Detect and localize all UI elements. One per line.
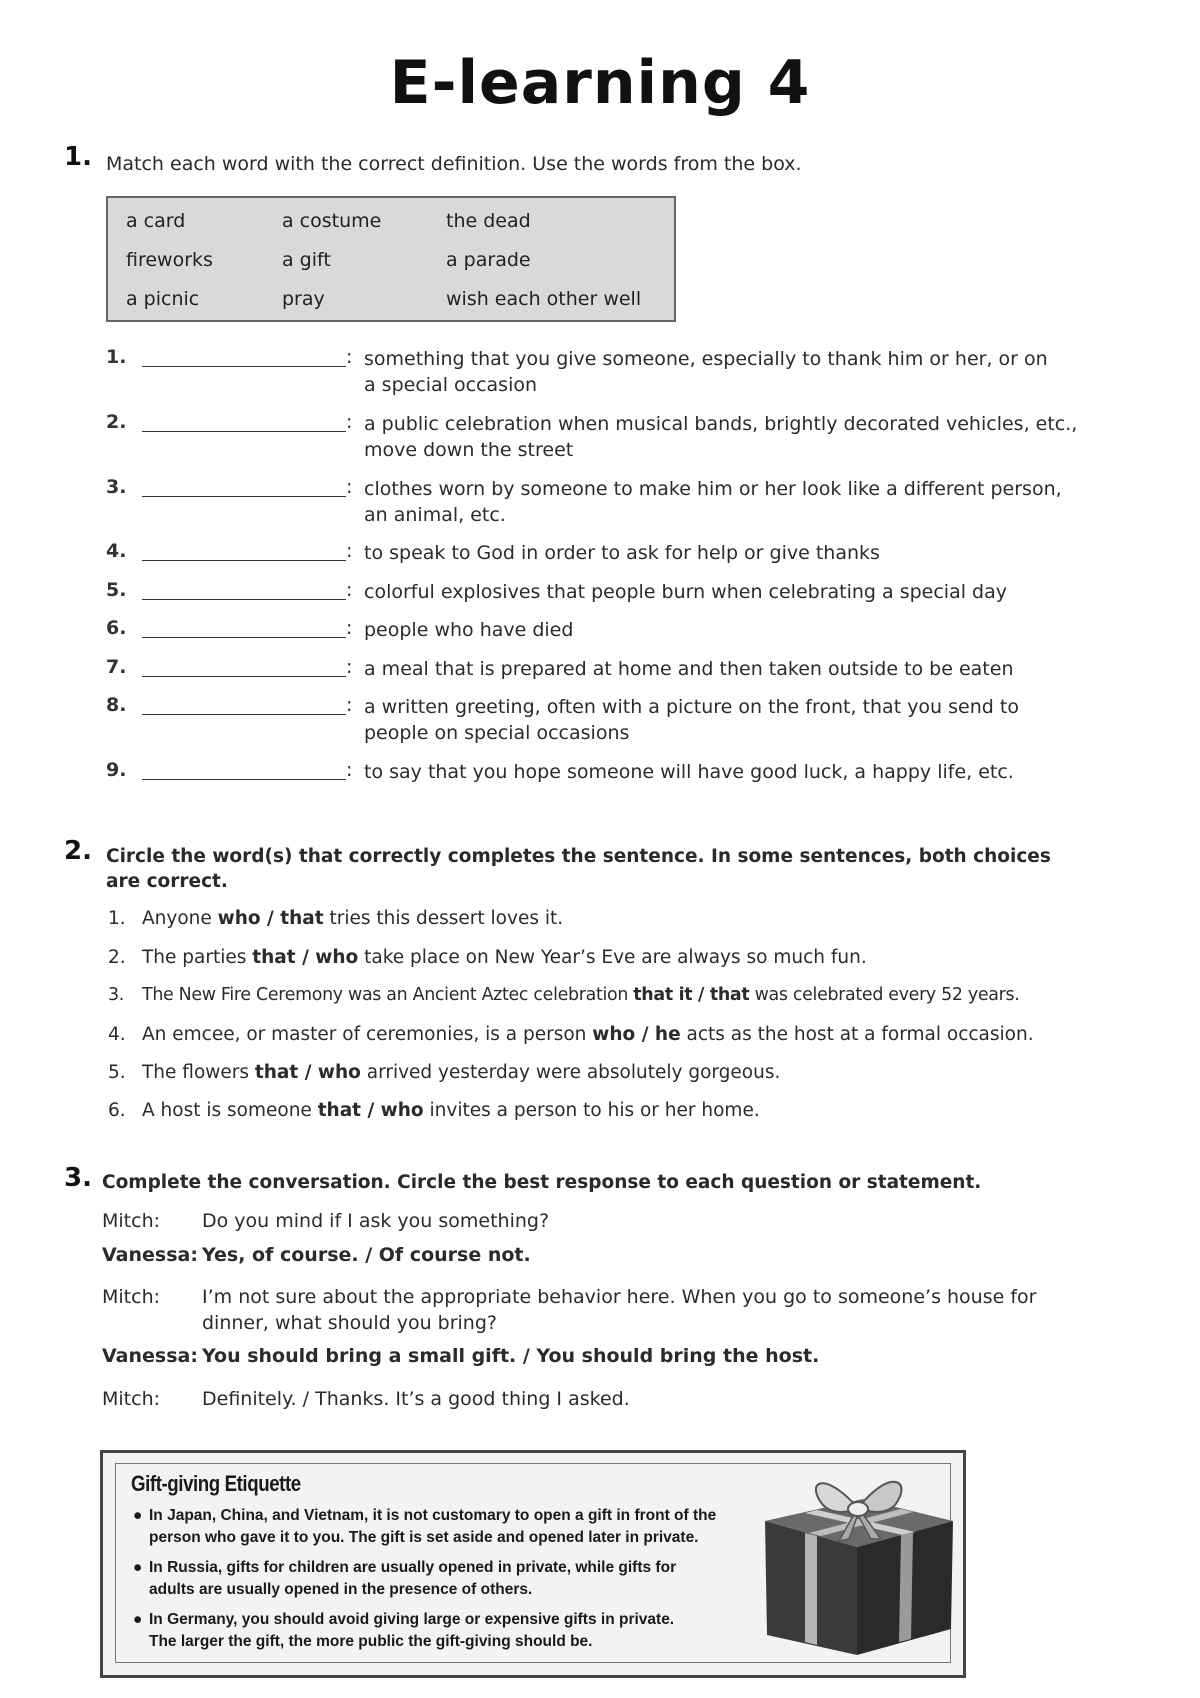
definition-number: 1. bbox=[106, 346, 127, 368]
speaker-name: Vanessa: bbox=[102, 1345, 198, 1367]
definition-number: 2. bbox=[106, 411, 127, 433]
bullet-icon: ● bbox=[133, 1507, 143, 1524]
answer-blank[interactable] bbox=[142, 560, 346, 561]
answer-blank[interactable] bbox=[142, 779, 346, 780]
answer-blank[interactable] bbox=[142, 496, 346, 497]
speaker-name: Mitch: bbox=[102, 1286, 161, 1308]
answer-blank[interactable] bbox=[142, 431, 346, 432]
sentence-row: 5. The flowers that / who arrived yesterday were absolutely gorgeous. bbox=[108, 1062, 781, 1083]
definition-text: move down the street bbox=[364, 439, 574, 461]
exercise-2-number: 2. bbox=[64, 836, 92, 866]
choice-option[interactable]: that / who bbox=[252, 947, 359, 968]
etiquette-title: Gift-giving Etiquette bbox=[131, 1471, 301, 1496]
gift-box-icon bbox=[753, 1459, 963, 1659]
response-choice[interactable]: Yes, of course. / Of course not. bbox=[202, 1244, 531, 1266]
word-box-item: the dead bbox=[446, 210, 531, 232]
definition-number: 9. bbox=[106, 759, 127, 781]
definition-text: to say that you hope someone will have good luck, a happy life, etc. bbox=[364, 761, 1014, 783]
word-box-item: a gift bbox=[282, 249, 331, 271]
definition-number: 7. bbox=[106, 656, 127, 678]
definition-text: a special occasion bbox=[364, 374, 538, 396]
definition-text: to speak to God in order to ask for help or give thanks bbox=[364, 542, 880, 564]
speaker-name: Mitch: bbox=[102, 1388, 161, 1410]
sentence-row: 1. Anyone who / that tries this dessert loves it. bbox=[108, 908, 564, 929]
definition-number: 4. bbox=[106, 540, 127, 562]
choice-option[interactable]: who / that bbox=[217, 908, 324, 929]
exercise-1-number: 1. bbox=[64, 142, 92, 172]
bullet-icon: ● bbox=[133, 1611, 143, 1628]
word-box-item: a picnic bbox=[126, 288, 200, 310]
sentence-row: 4. An emcee, or master of ceremonies, is a person who / he acts as the host at a formal occasion. bbox=[108, 1024, 1034, 1045]
answer-blank[interactable] bbox=[142, 366, 346, 367]
etiquette-bullet: ● In Japan, China, and Vietnam, it is not customary to open a gift in front of the person who gave it to you. The gift is set aside and opened later in private. bbox=[133, 1507, 717, 1546]
answer-blank[interactable] bbox=[142, 599, 346, 600]
word-box-item: fireworks bbox=[126, 249, 213, 271]
exercise-3-instruction: Complete the conversation. Circle the best response to each question or statement. bbox=[102, 1172, 982, 1193]
definition-number: 3. bbox=[106, 476, 127, 498]
speaker-line: Do you mind if I ask you something? bbox=[202, 1210, 550, 1232]
answer-blank[interactable] bbox=[142, 676, 346, 677]
word-box-item: pray bbox=[282, 288, 325, 310]
definition-text: something that you give someone, especially to thank him or her, or on bbox=[364, 348, 1048, 370]
word-box-item: a parade bbox=[446, 249, 531, 271]
sentence-row: 3. The New Fire Ceremony was an Ancient Aztec celebration that it / that was celebrated every 52 years. bbox=[108, 985, 1020, 1005]
definition-text: colorful explosives that people burn when celebrating a special day bbox=[364, 581, 1007, 603]
definition-text: a meal that is prepared at home and then taken outside to be eaten bbox=[364, 658, 1014, 680]
speaker-line: I’m not sure about the appropriate behavior here. When you go to someone’s house for dinner, what should you bring? bbox=[202, 1286, 1037, 1334]
bullet-icon: ● bbox=[133, 1559, 143, 1576]
etiquette-bullet: ● In Russia, gifts for children are usually opened in private, while gifts for adults are usually opened in the presence of others. bbox=[133, 1559, 677, 1598]
word-box-item: wish each other well bbox=[446, 288, 642, 310]
page-title: E-learning 4 bbox=[389, 48, 811, 118]
speaker-name: Mitch: bbox=[102, 1210, 161, 1232]
definition-number: 6. bbox=[106, 617, 127, 639]
definition-text: a public celebration when musical bands, brightly decorated vehicles, etc., bbox=[364, 413, 1078, 435]
definition-text: clothes worn by someone to make him or her look like a different person, bbox=[364, 478, 1062, 500]
exercise-2-instruction: Circle the word(s) that correctly completes the sentence. In some sentences, both choices are correct. bbox=[106, 846, 1051, 892]
definition-text: an animal, etc. bbox=[364, 504, 506, 526]
sentence-row: 2. The parties that / who take place on New Year’s Eve are always so much fun. bbox=[108, 947, 867, 968]
sentence-row: 6. A host is someone that / who invites a person to his or her home. bbox=[108, 1100, 760, 1121]
answer-blank[interactable] bbox=[142, 637, 346, 638]
exercise-1-instruction: Match each word with the correct definition. Use the words from the box. bbox=[106, 153, 802, 175]
definition-text: people who have died bbox=[364, 619, 574, 641]
choice-option[interactable]: that it / that bbox=[633, 985, 750, 1005]
answer-blank[interactable] bbox=[142, 714, 346, 715]
definition-number: 5. bbox=[106, 579, 127, 601]
exercise-3-number: 3. bbox=[64, 1163, 92, 1193]
word-box-item: a card bbox=[126, 210, 186, 232]
response-choice[interactable]: You should bring a small gift. / You should bring the host. bbox=[202, 1345, 820, 1367]
choice-option[interactable]: that / who bbox=[317, 1100, 424, 1121]
choice-option[interactable]: who / he bbox=[592, 1024, 681, 1045]
word-box bbox=[106, 196, 676, 322]
response-choice[interactable]: Definitely. / Thanks. It’s a good thing I asked. bbox=[202, 1388, 630, 1410]
definition-number: 8. bbox=[106, 694, 127, 716]
etiquette-box bbox=[100, 1450, 966, 1678]
definition-text: a written greeting, often with a picture on the front, that you send to bbox=[364, 696, 1019, 718]
definition-text: people on special occasions bbox=[364, 722, 630, 744]
etiquette-bullet: ● In Germany, you should avoid giving large or expensive gifts in private. The larger the gift, the more public the gift-giving should be. bbox=[133, 1611, 675, 1650]
choice-option[interactable]: that / who bbox=[254, 1062, 361, 1083]
word-box-item: a costume bbox=[282, 210, 382, 232]
speaker-name: Vanessa: bbox=[102, 1244, 198, 1266]
